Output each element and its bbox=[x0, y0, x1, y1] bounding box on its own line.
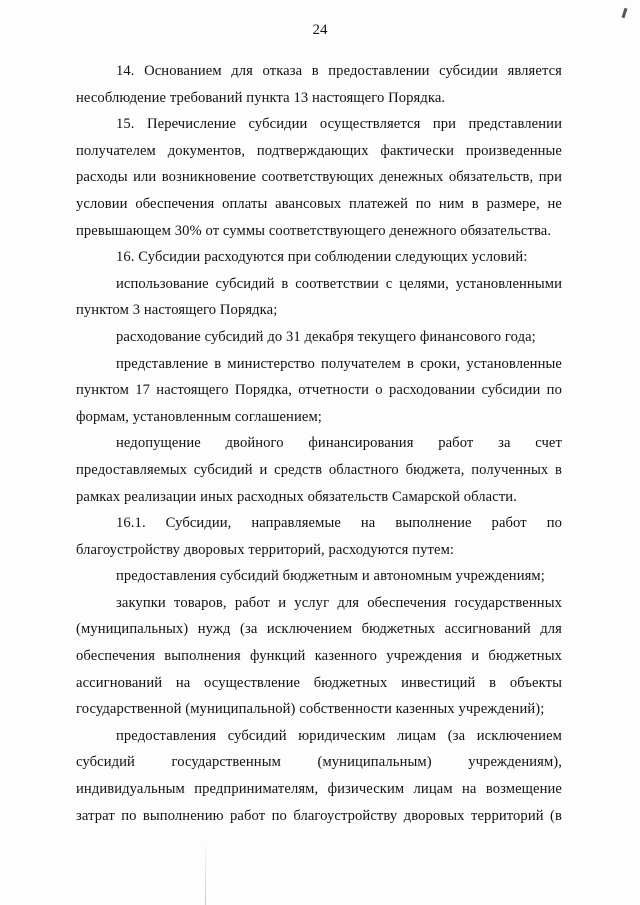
condition-no-double-funding: недопущение двойного финансирования работ за счет предоставляемых субсидий и средств областного бюджета, полученных в рамках реализации иных расходных обязательств Самарской области. bbox=[76, 435, 562, 505]
condition-purpose: использование субсидий в соответствии с целями, установленными пунктом 3 настоящего Порядка; bbox=[76, 275, 562, 319]
document-body bbox=[76, 58, 562, 829]
scan-fold-line bbox=[205, 835, 206, 905]
paragraph-16-1: 16.1. Субсидии, направляемые на выполнение работ по благоустройству дворовых территорий, расходуются путем: bbox=[76, 515, 562, 558]
paragraph-15: 15. Перечисление субсидии осуществляется при представлении получателем документов, подтверждающих фактически произведенные расходы или возникновение соответствующих денежных обязательств, при условии обеспечения оплаты авансовых платежей по ним в размере, не превышающем 30% от суммы соответствующего денежного обязательства. bbox=[76, 116, 562, 239]
method-budget-subsidies: предоставления субсидий бюджетным и автономным учреждениям; bbox=[116, 568, 545, 585]
method-procurement: закупки товаров, работ и услуг для обеспечения государственных (муниципальных) нужд (за исключением бюджетных ассигнований для обеспечения выполнения функций казенного учреждения и бюджетных ассигнований на осуществление бюджетных инвестиций в объекты государственной (муниципальной) собственности казенных учреждений); bbox=[76, 594, 562, 718]
condition-reporting: представление в министерство получателем в сроки, установленные пунктом 17 настоящего Порядка, отчетности о расходовании субсидии по формам, установленным соглашением; bbox=[76, 355, 562, 425]
paragraph-14: 14. Основанием для отказа в предоставлении субсидии является несоблюдение требований пункта 13 настоящего Порядка. bbox=[76, 63, 562, 106]
paragraph-16: 16. Субсидии расходуются при соблюдении следующих условий: bbox=[116, 249, 528, 266]
page-number: 24 bbox=[312, 22, 328, 38]
condition-deadline: расходование субсидий до 31 декабря текущего финансового года; bbox=[116, 328, 536, 345]
method-legal-entity-subsidies: предоставления субсидий юридическим лицам (за исключением субсидий государственным (муниципальным) учреждениям), индивидуальным предпринимателям, физическим лицам на возмещение затрат по выполнению работ по благоустройству дворовых территорий (в bbox=[76, 727, 562, 824]
scan-artifact-mark bbox=[622, 8, 628, 18]
